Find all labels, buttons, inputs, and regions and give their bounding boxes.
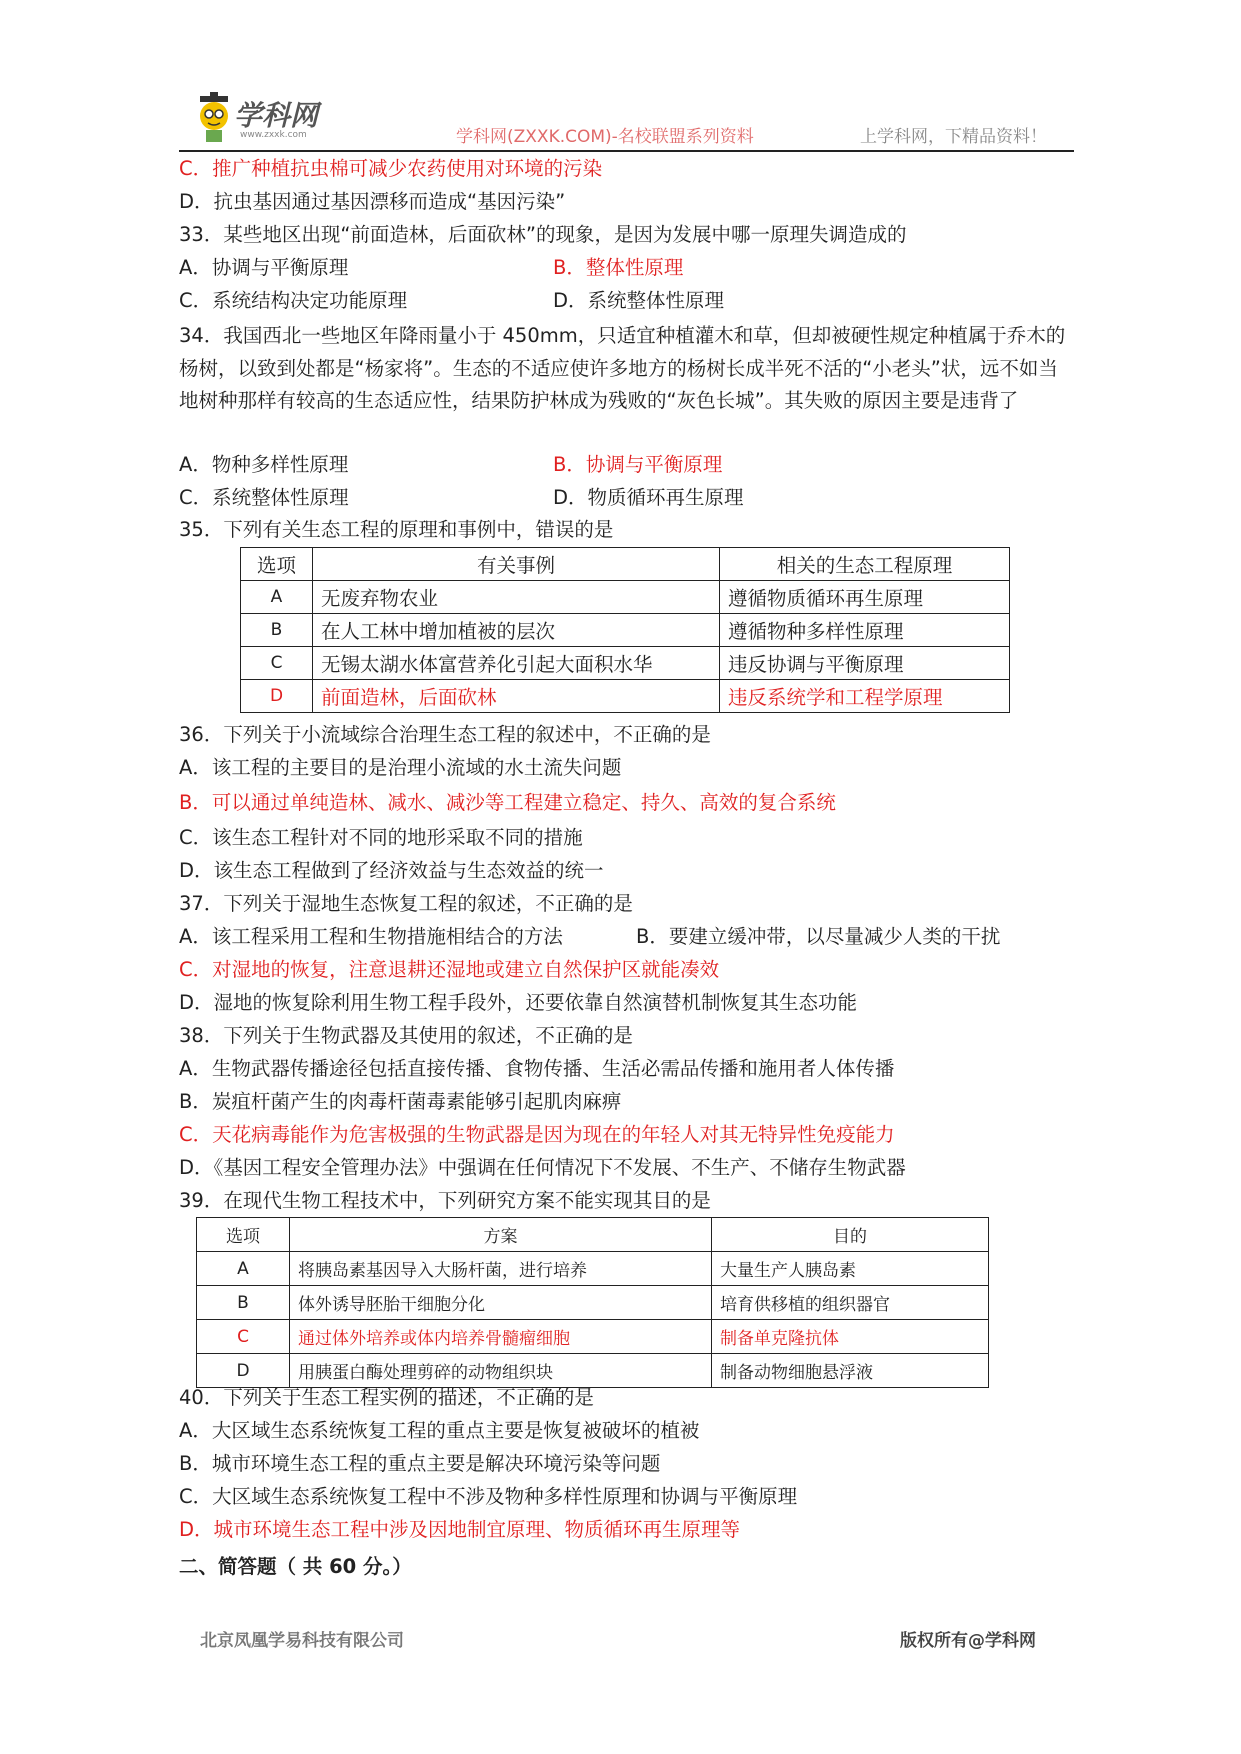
q38-option-d: D．《基因工程安全管理办法》中强调在任何情况下不发展、不生产、不储存生物武器 [179, 1156, 906, 1179]
table-cell: D [197, 1354, 290, 1388]
table-cell: 大量生产人胰岛素 [712, 1252, 989, 1286]
table-cell: A [197, 1252, 290, 1286]
table-header-cell: 有关事例 [313, 548, 720, 581]
q32-option-d: D．抗虫基因通过基因漂移而造成“基因污染” [179, 190, 566, 213]
q40-stem: 40．下列关于生态工程实例的描述，不正确的是 [179, 1386, 594, 1409]
table-cell: B [241, 614, 313, 647]
table-row [241, 647, 1010, 680]
logo [194, 92, 334, 144]
q37-stem: 37．下列关于湿地生态恢复工程的叙述，不正确的是 [179, 892, 633, 915]
q32-option-c: C．推广种植抗虫棉可减少农药使用对环境的污染 [179, 157, 603, 180]
logo-text: 学科网 [234, 99, 319, 132]
q36-option-d: D．该生态工程做到了经济效益与生态效益的统一 [179, 859, 604, 882]
q36-option-a: A．该工程的主要目的是治理小流域的水土流失问题 [179, 756, 622, 779]
q36-option-b: B．可以通过单纯造林、减水、减沙等工程建立稳定、持久、高效的复合系统 [179, 791, 836, 814]
q34-stem: 34．我国西北一些地区年降雨量小于 450mm，只适宜种植灌木和草，但却被硬性规定种植属于乔木的杨树，以致到处都是“杨家将”。生态的不适应使许多地方的杨树长成半死不活的“小老头”状，远不如当地树种那样有较高的生态适应性，结果防护林成为残败的“灰色长城”。其失败的原因主要是违背了 [179, 324, 1066, 412]
q39-table [196, 1217, 989, 1388]
q40-option-d: D．城市环境生态工程中涉及因地制宜原理、物质循环再生原理等 [179, 1518, 741, 1541]
q37-option-a: A．该工程采用工程和生物措施相结合的方法 [179, 925, 563, 948]
footer-company: 北京凤凰学易科技有限公司 [200, 1631, 404, 1651]
q40-option-c: C．大区域生态系统恢复工程中不涉及物种多样性原理和协调与平衡原理 [179, 1485, 798, 1508]
q38-option-b: B．炭疽杆菌产生的肉毒杆菌毒素能够引起肌肉麻痹 [179, 1090, 622, 1113]
q36-option-c: C．该生态工程针对不同的地形采取不同的措施 [179, 826, 583, 849]
q35-table [240, 547, 1010, 713]
q40-option-a: A．大区域生态系统恢复工程的重点主要是恢复被破坏的植被 [179, 1419, 700, 1442]
q33-option-b: B．整体性原理 [553, 256, 684, 279]
table-cell: 通过体外培养或体内培养骨髓瘤细胞 [290, 1320, 712, 1354]
q33-option-d: D．系统整体性原理 [553, 289, 725, 312]
q38-option-c: C．天花病毒能作为危害极强的生物武器是因为现在的年轻人对其无特异性免疫能力 [179, 1123, 895, 1146]
table-cell: 无废弃物农业 [313, 581, 720, 614]
q37-option-b: B．要建立缓冲带，以尽量减少人类的干扰 [636, 925, 1001, 948]
q38-option-a: A．生物武器传播途径包括直接传播、食物传播、生活必需品传播和施用者人体传播 [179, 1057, 895, 1080]
table-row [197, 1354, 989, 1388]
table-header-row [241, 548, 1010, 581]
q37-option-c: C．对湿地的恢复，注意退耕还湿地或建立自然保护区就能凑效 [179, 958, 720, 981]
table-header-cell: 选项 [197, 1218, 290, 1252]
table-header-cell: 目的 [712, 1218, 989, 1252]
header-rule [179, 150, 1074, 152]
table-header-cell: 选项 [241, 548, 313, 581]
table-row-answer [241, 680, 1010, 713]
q34-option-d: D．物质循环再生原理 [553, 486, 744, 509]
mascot-icon [194, 92, 234, 144]
table-cell: 前面造林，后面砍林 [313, 680, 720, 713]
table-cell: 制备动物细胞悬浮液 [712, 1354, 989, 1388]
q34-option-c: C．系统整体性原理 [179, 486, 349, 509]
q38-stem: 38．下列关于生物武器及其使用的叙述，不正确的是 [179, 1024, 633, 1047]
table-cell: 在人工林中增加植被的层次 [313, 614, 720, 647]
q33-stem: 33．某些地区出现“前面造林，后面砍林”的现象，是因为发展中哪一原理失调造成的 [179, 223, 907, 246]
q33-option-c: C．系统结构决定功能原理 [179, 289, 408, 312]
table-row [197, 1252, 989, 1286]
table-cell: 培育供移植的组织器官 [712, 1286, 989, 1320]
table-cell: 用胰蛋白酶处理剪碎的动物组织块 [290, 1354, 712, 1388]
table-cell: 违反协调与平衡原理 [720, 647, 1010, 680]
table-row [197, 1286, 989, 1320]
q37-option-d: D．湿地的恢复除利用生物工程手段外，还要依靠自然演替机制恢复其生态功能 [179, 991, 858, 1014]
table-cell: 将胰岛素基因导入大肠杆菌，进行培养 [290, 1252, 712, 1286]
table-row-answer [197, 1320, 989, 1354]
q39-stem: 39．在现代生物工程技术中，下列研究方案不能实现其目的是 [179, 1189, 711, 1212]
table-header-row [197, 1218, 989, 1252]
q35-stem: 35．下列有关生态工程的原理和事例中，错误的是 [179, 518, 614, 541]
table-cell: 无锡太湖水体富营养化引起大面积水华 [313, 647, 720, 680]
logo-subtext: www.zxxk.com [240, 130, 307, 140]
table-cell: D [241, 680, 313, 713]
table-cell: C [197, 1320, 290, 1354]
footer-copyright: 版权所有@学科网 [900, 1631, 1036, 1651]
q33-option-a: A．协调与平衡原理 [179, 256, 349, 279]
table-cell: 制备单克隆抗体 [712, 1320, 989, 1354]
table-cell: B [197, 1286, 290, 1320]
table-cell: 遵循物种多样性原理 [720, 614, 1010, 647]
header-right-text: 上学科网，下精品资料！ [860, 127, 1047, 147]
table-cell: 体外诱导胚胎干细胞分化 [290, 1286, 712, 1320]
q34-option-b: B．协调与平衡原理 [553, 453, 723, 476]
table-cell: 遵循物质循环再生原理 [720, 581, 1010, 614]
header-center-text: 学科网(ZXXK.COM)-名校联盟系列资料 [456, 127, 754, 147]
table-row [241, 581, 1010, 614]
table-row [241, 614, 1010, 647]
table-header-cell: 相关的生态工程原理 [720, 548, 1010, 581]
table-header-cell: 方案 [290, 1218, 712, 1252]
q40-option-b: B．城市环境生态工程的重点主要是解决环境污染等问题 [179, 1452, 661, 1475]
q34-option-a: A．物种多样性原理 [179, 453, 349, 476]
q36-stem: 36．下列关于小流域综合治理生态工程的叙述中，不正确的是 [179, 723, 711, 746]
table-cell: A [241, 581, 313, 614]
section-heading: 二、简答题（ 共 60 分。） [179, 1555, 412, 1578]
table-cell: C [241, 647, 313, 680]
table-cell: 违反系统学和工程学原理 [720, 680, 1010, 713]
